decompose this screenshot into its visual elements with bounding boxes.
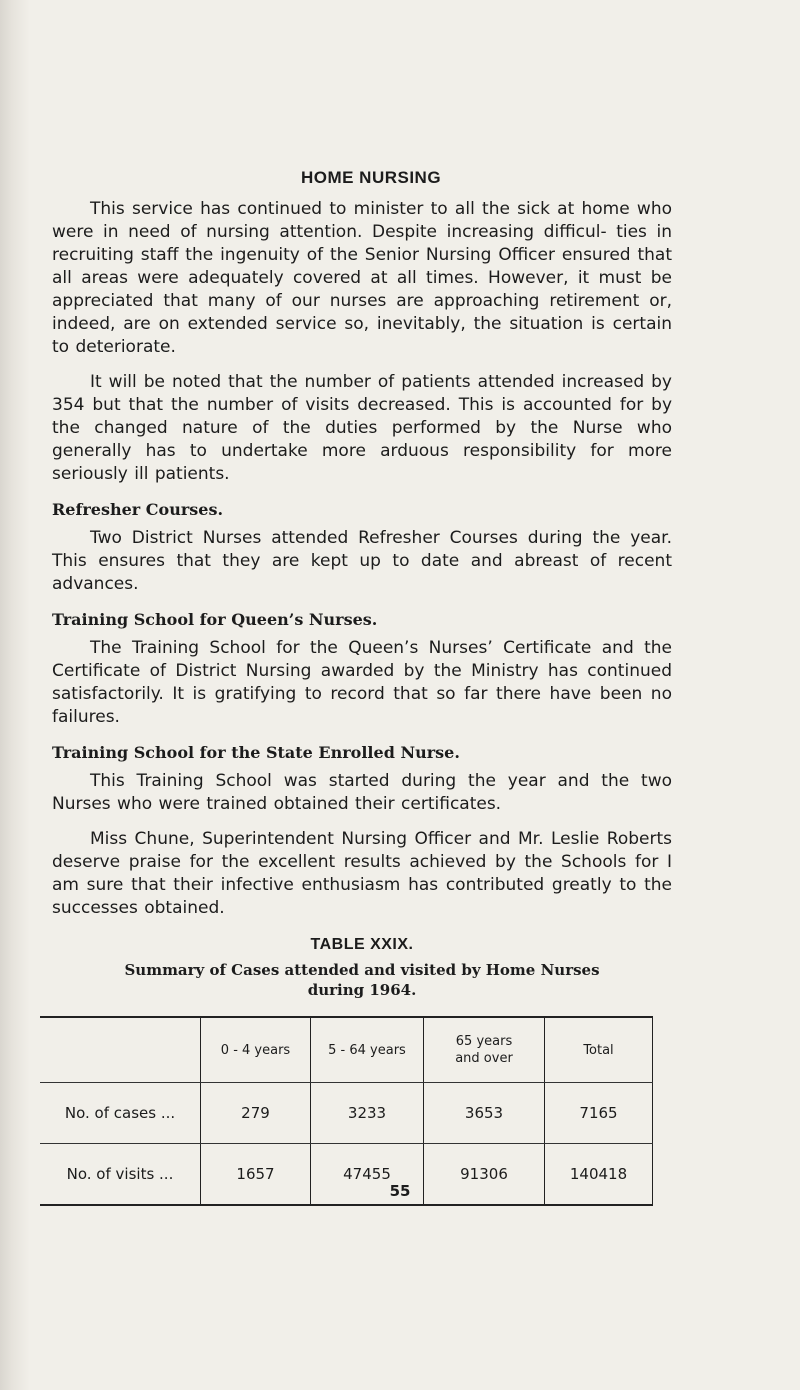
cell-visits-65-over: 91306 [424,1144,545,1206]
cell-cases-0-4: 279 [201,1083,311,1144]
table-row [40,1083,653,1144]
paragraph-praise: Miss Chune, Superintendent Nursing Officer and Mr. Leslie Roberts deserve praise for the excellent results achieved by the Schools for I am sure that their infective enthusiasm has contributed greatly to the successes obtained. [52,829,672,918]
table-caption [52,960,672,1000]
paragraph-patients: It will be noted that the number of patients attended increased by 354 but that the number of visits decreased. This is accounted for by the changed nature of the duties performed by the Nurse who generally has to undertake more arduous responsibility for more seriously ill patients. [52,372,672,484]
paragraph-refresher: Two District Nurses attended Refresher Courses during the year. This ensures that they are kept up to date and abreast of recent advances. [52,528,672,594]
table-header-total: Total [545,1017,653,1083]
cell-cases-total: 7165 [545,1083,653,1144]
table-title: TABLE XXIX. [310,936,414,953]
page-number: 55 [389,1182,411,1200]
paragraph-state-enrolled: This Training School was started during the year and the two Nurses who were trained obtained their certificates. [52,771,672,814]
table-header-row [40,1017,653,1083]
section-heading-queens-nurses: Training School for Queen’s Nurses. [52,610,378,629]
table-header-age-65-line-2: and over [455,1051,513,1066]
table-header-age-5-64: 5 - 64 years [311,1017,424,1083]
document-body [52,168,672,1000]
paragraph-service: This service has continued to minister to all the sick at home who were in need of nursing attention. Despite increasing difficul- ties in recruiting staff the ingenuity of the Senior Nursing Officer ensured that all areas were adequately covered at all times. However, it must be appreciated that many of our nurses are approaching retirement or, indeed, are on extended service so, inevitably, the situation is certain to deteriorate. [52,199,672,357]
table-header-age-65-over [424,1017,545,1083]
cell-visits-5-64: 47455 [311,1144,424,1206]
row-label-visits: No. of visits ... [40,1144,201,1206]
cell-visits-0-4: 1657 [201,1144,311,1206]
cell-visits-total: 140418 [545,1144,653,1206]
cell-cases-65-over: 3653 [424,1083,545,1144]
summary-table [40,1016,653,1206]
table-caption-line-1: Summary of Cases attended and visited by Home Nurses [124,961,600,979]
section-heading-refresher: Refresher Courses. [52,500,224,519]
cell-cases-5-64: 3233 [311,1083,424,1144]
table-header-age-0-4: 0 - 4 years [201,1017,311,1083]
section-heading-state-enrolled: Training School for the State Enrolled Nurse. [52,743,460,762]
table-caption-line-2: during 1964. [307,981,417,999]
page-heading: HOME NURSING [300,168,442,187]
row-label-cases: No. of cases ... [40,1083,201,1144]
table-header-age-65-line-1: 65 years [455,1034,513,1049]
table-header-blank [40,1017,201,1083]
paragraph-queens-nurses: The Training School for the Queen’s Nurses’ Certificate and the Certificate of District Nursing awarded by the Ministry has continued satisfactorily. It is gratifying to record that so far there have been no failures. [52,638,672,727]
